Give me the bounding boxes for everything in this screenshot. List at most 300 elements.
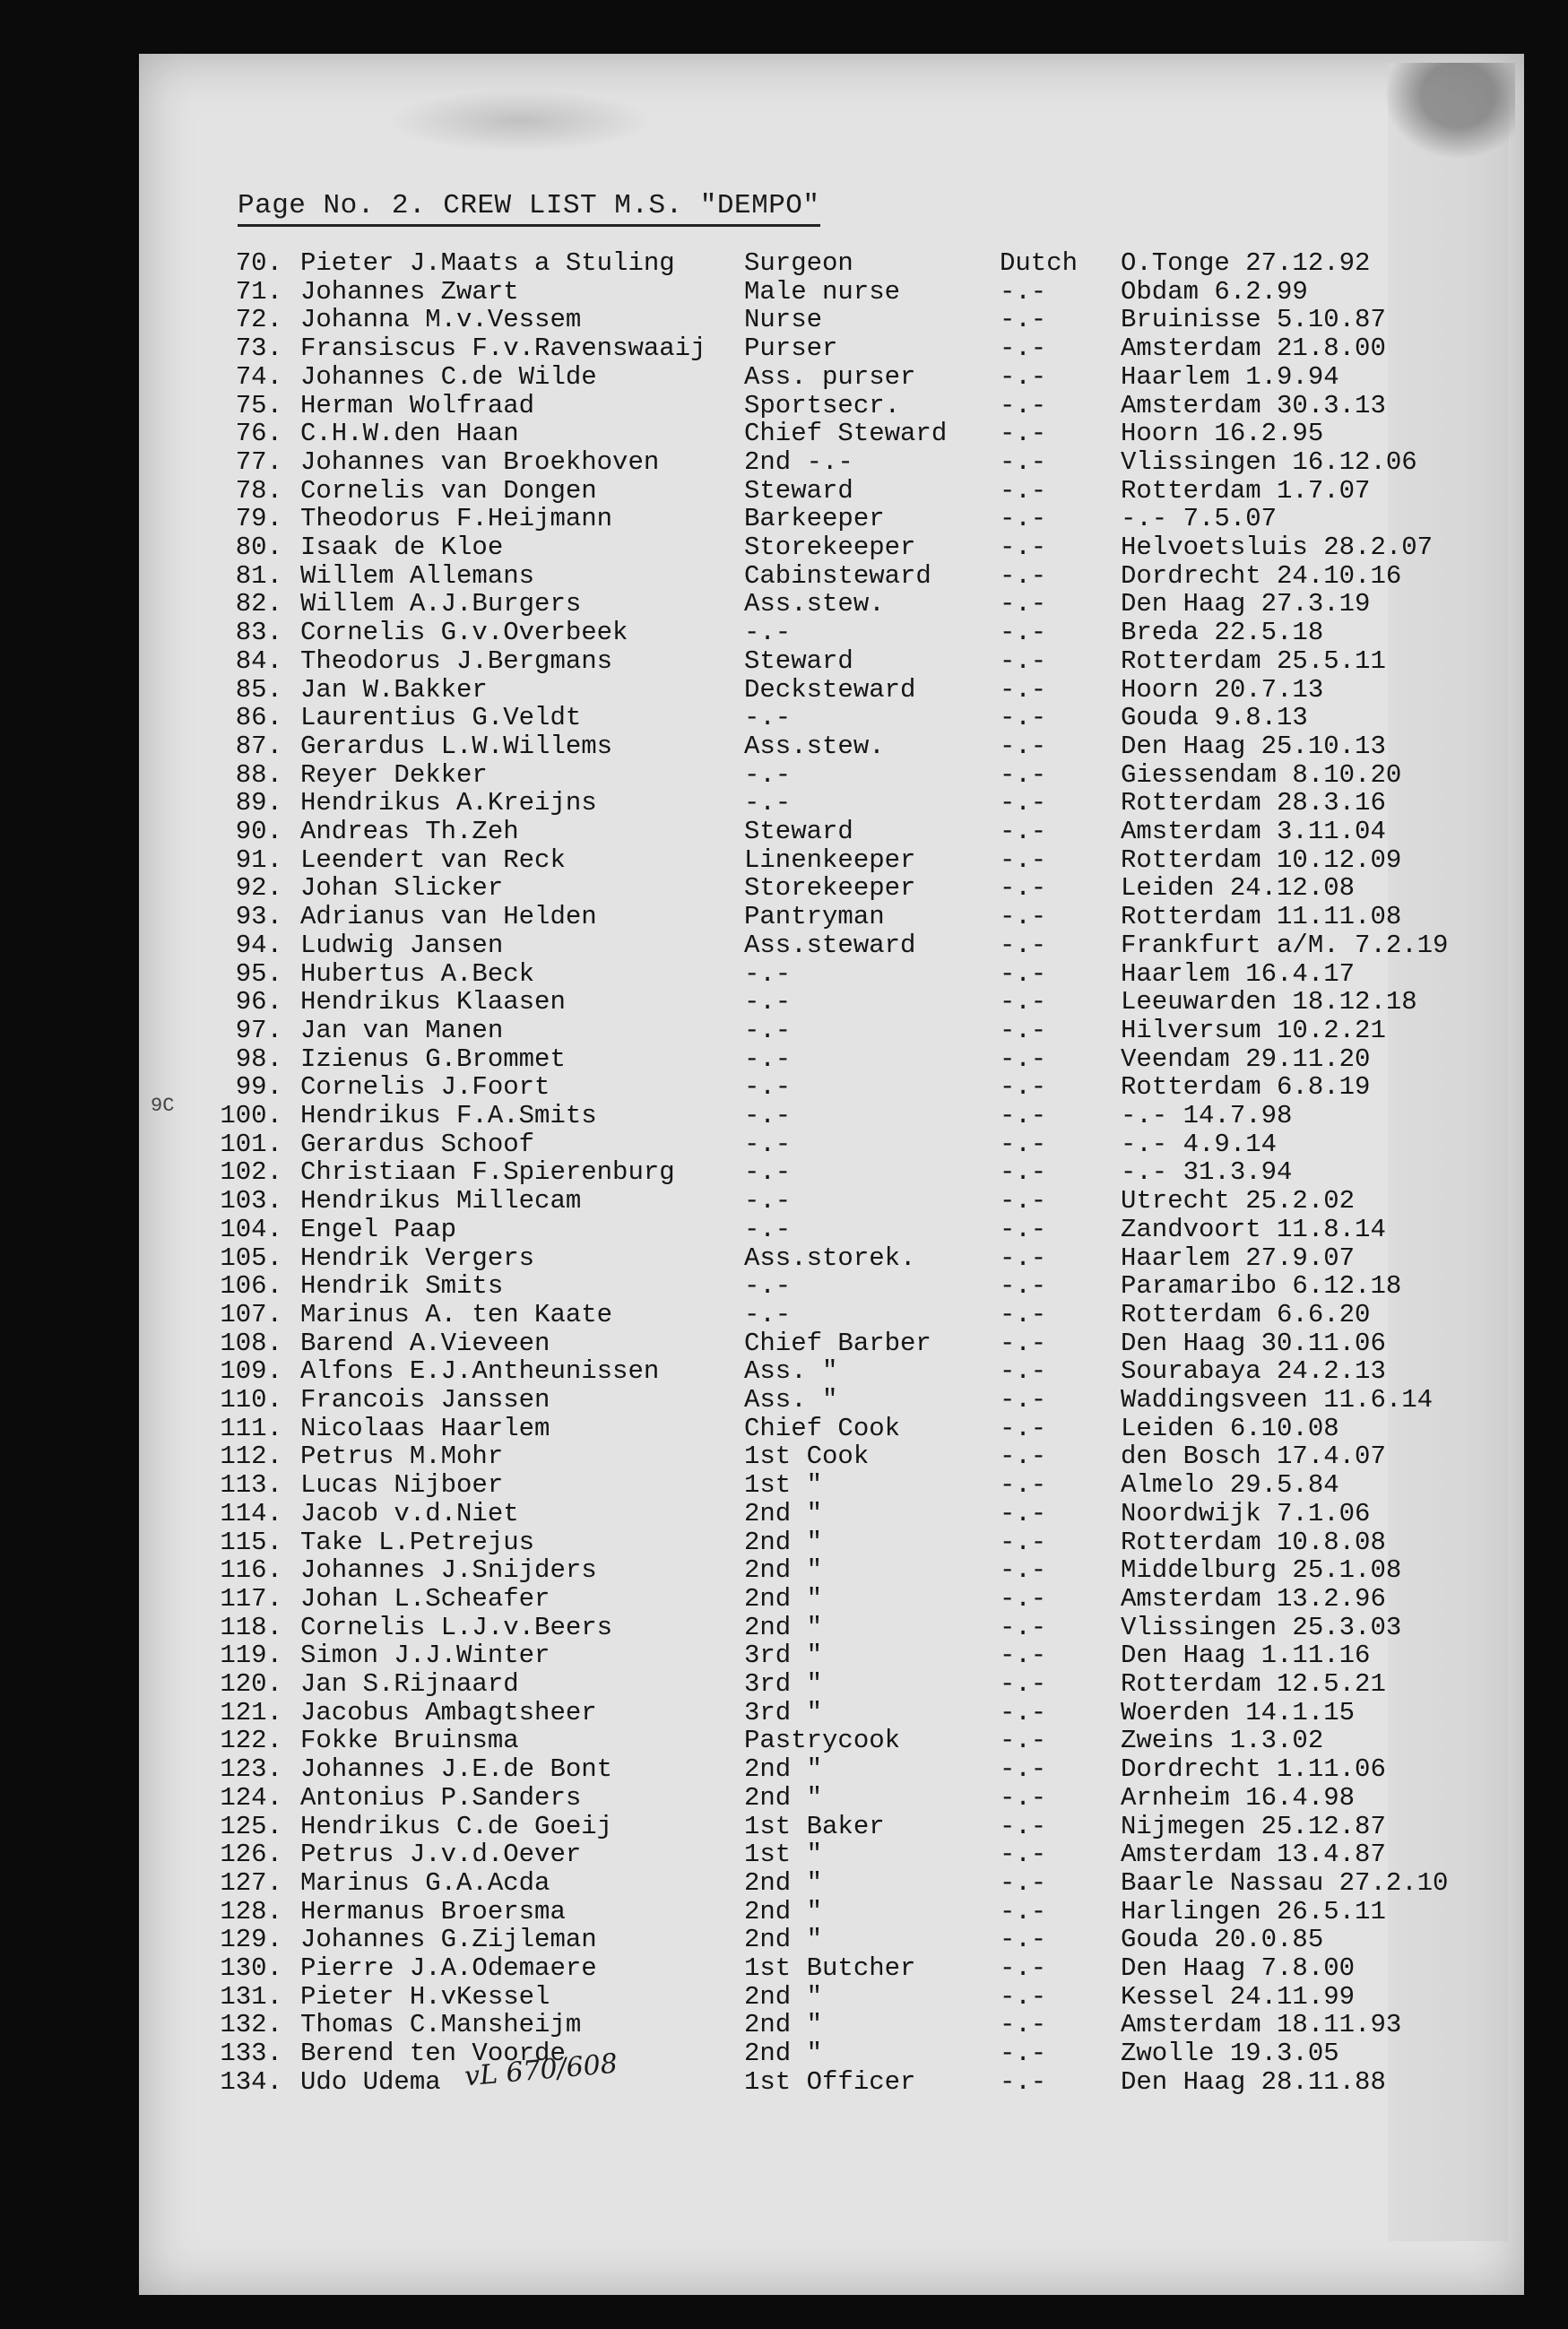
crew-name: Francois Janssen [300, 1385, 550, 1415]
crew-rank: -.- [744, 1214, 792, 1244]
crew-rank: Surgeon [744, 248, 853, 278]
crew-name: Johanna M.v.Vessem [300, 305, 582, 335]
crew-number: 105. [220, 1242, 282, 1273]
crew-rank: Pantryman [744, 902, 885, 932]
crew-birthplace-date: Haarlem 27.9.07 [1121, 1242, 1356, 1273]
crew-birthplace-date: Leeuwarden 18.12.18 [1121, 987, 1417, 1017]
crew-rank: -.- [744, 1186, 792, 1216]
crew-number: 95. [235, 958, 282, 989]
crew-nationality: -.- [1000, 817, 1047, 846]
crew-birthplace-date: den Bosch 17.4.07 [1121, 1442, 1386, 1472]
crew-nationality: -.- [1000, 1101, 1047, 1130]
table-row [0, 1926, 1568, 1953]
crew-nationality: -.- [1000, 788, 1047, 818]
crew-nationality: -.- [1000, 1612, 1047, 1642]
crew-name: Hermanus Broersma [300, 1896, 566, 1926]
crew-name: Johan Slicker [300, 873, 504, 904]
crew-name: Engel Paap [300, 1214, 457, 1244]
crew-nationality: -.- [1000, 844, 1047, 875]
crew-name: Marinus A. ten Kaate [300, 1299, 613, 1329]
table-row [0, 2068, 1568, 2096]
crew-name: Nicolaas Haarlem [300, 1413, 550, 1443]
crew-name: Christiaan F.Spierenburg [300, 1157, 675, 1188]
crew-birthplace-date: Nijmegen 25.12.87 [1121, 1811, 1386, 1841]
crew-nationality: -.- [1000, 1527, 1047, 1557]
crew-rank: Ass. purser [744, 361, 916, 392]
table-row [0, 1102, 1568, 1130]
crew-rank: -.- [744, 1157, 792, 1188]
crew-number: 132. [220, 2010, 282, 2040]
crew-rank: Ass.steward [744, 930, 916, 960]
table-row [0, 1244, 1568, 1272]
crew-nationality: -.- [1000, 589, 1047, 619]
crew-birthplace-date: Den Haag 27.3.19 [1121, 589, 1371, 619]
crew-name: Izienus G.Brommet [300, 1043, 566, 1074]
crew-number: 120. [220, 1669, 282, 1699]
crew-number: 133. [220, 2039, 282, 2069]
crew-name: Take L.Petrejus [300, 1527, 535, 1557]
table-row [0, 903, 1568, 931]
crew-nationality: -.- [1000, 958, 1047, 989]
crew-rank: 2nd " [744, 1527, 823, 1557]
crew-name: Johan L.Scheafer [300, 1583, 550, 1614]
crew-name: Pierre J.A.Odemaere [300, 1953, 597, 1983]
table-row [0, 1500, 1568, 1528]
crew-birthplace-date: Haarlem 16.4.17 [1121, 958, 1356, 989]
crew-birthplace-date: Woerden 14.1.15 [1121, 1697, 1356, 1727]
table-row [0, 1670, 1568, 1698]
crew-rank: Sportsecr. [744, 390, 901, 420]
table-row [0, 590, 1568, 618]
crew-birthplace-date: Amsterdam 13.4.87 [1121, 1840, 1386, 1870]
crew-rank: Steward [744, 817, 853, 846]
crew-number: 77. [235, 446, 282, 477]
header-underline [238, 224, 820, 227]
crew-birthplace-date: Sourabaya 24.2.13 [1121, 1356, 1386, 1387]
handwritten-annotation: vL 670/608 [463, 2048, 619, 2093]
crew-nationality: -.- [1000, 618, 1047, 648]
crew-number: 111. [220, 1413, 282, 1443]
crew-nationality: -.- [1000, 1726, 1047, 1756]
crew-birthplace-date: Leiden 24.12.08 [1121, 873, 1356, 904]
crew-name: Jan S.Rijnaard [300, 1669, 519, 1699]
crew-rank: 1st Cook [744, 1442, 870, 1472]
crew-number: 124. [220, 1782, 282, 1813]
crew-number: 116. [220, 1555, 282, 1586]
crew-rank: Decksteward [744, 674, 916, 705]
crew-name: Isaak de Kloe [300, 532, 504, 562]
crew-nationality: -.- [1000, 1242, 1047, 1273]
crew-rank: -.- [744, 788, 792, 818]
crew-name: Theodorus F.Heijmann [300, 504, 613, 534]
crew-rank: -.- [744, 958, 792, 989]
crew-birthplace-date: Den Haag 28.11.88 [1121, 2066, 1386, 2097]
crew-nationality: -.- [1000, 873, 1047, 904]
crew-number: 108. [220, 1328, 282, 1358]
crew-rank: Purser [744, 333, 838, 364]
table-row [0, 363, 1568, 391]
crew-nationality: -.- [1000, 1186, 1047, 1216]
crew-number: 75. [235, 390, 282, 420]
crew-nationality: -.- [1000, 674, 1047, 705]
crew-name: Adrianus van Helden [300, 902, 597, 932]
table-row [0, 392, 1568, 420]
crew-name: Alfons E.J.Antheunissen [300, 1356, 660, 1387]
crew-name: Johannes J.E.de Bont [300, 1754, 613, 1785]
crew-rank: Steward [744, 645, 853, 676]
crew-birthplace-date: Amsterdam 30.3.13 [1121, 390, 1386, 420]
crew-name: Johannes C.de Wilde [300, 361, 597, 392]
crew-nationality: -.- [1000, 305, 1047, 335]
table-row [0, 789, 1568, 817]
table-row [0, 1301, 1568, 1329]
table-row [0, 1187, 1568, 1215]
crew-birthplace-date: -.- 31.3.94 [1121, 1157, 1293, 1188]
crew-birthplace-date: Den Haag 1.11.16 [1121, 1641, 1371, 1671]
crew-nationality: -.- [1000, 1498, 1047, 1528]
crew-birthplace-date: Baarle Nassau 27.2.10 [1121, 1867, 1449, 1898]
crew-nationality: -.- [1000, 1981, 1047, 2012]
crew-rank: 3rd " [744, 1697, 823, 1727]
crew-name: Petrus J.v.d.Oever [300, 1840, 582, 1870]
table-row [0, 1585, 1568, 1613]
crew-nationality: -.- [1000, 1782, 1047, 1813]
crew-nationality: -.- [1000, 1043, 1047, 1074]
crew-rank: Ass. " [744, 1385, 838, 1415]
crew-number: 123. [220, 1754, 282, 1785]
crew-nationality: -.- [1000, 1442, 1047, 1472]
crew-birthplace-date: Amsterdam 3.11.04 [1121, 817, 1386, 846]
crew-birthplace-date: Amsterdam 13.2.96 [1121, 1583, 1386, 1614]
crew-number: 119. [220, 1641, 282, 1671]
table-row [0, 1641, 1568, 1669]
crew-rank: Steward [744, 475, 853, 506]
crew-nationality: -.- [1000, 1925, 1047, 1955]
crew-number: 100. [220, 1101, 282, 1130]
crew-number: 74. [235, 361, 282, 392]
table-row [0, 874, 1568, 902]
crew-number: 104. [220, 1214, 282, 1244]
crew-name: Cornelis L.J.v.Beers [300, 1612, 613, 1642]
table-row [0, 1442, 1568, 1470]
table-row [0, 1073, 1568, 1101]
crew-rank: Storekeeper [744, 532, 916, 562]
crew-birthplace-date: -.- 4.9.14 [1121, 1129, 1278, 1159]
crew-nationality: -.- [1000, 419, 1047, 449]
crew-nationality: -.- [1000, 1867, 1047, 1898]
crew-birthplace-date: Hilversum 10.2.21 [1121, 1015, 1386, 1045]
crew-rank: Ass.stew. [744, 589, 885, 619]
table-row [0, 1556, 1568, 1584]
crew-nationality: -.- [1000, 902, 1047, 932]
crew-name: Berend ten Voorde [300, 2039, 566, 2069]
table-row [0, 1813, 1568, 1840]
crew-number: 127. [220, 1867, 282, 1898]
crew-birthplace-date: Utrecht 25.2.02 [1121, 1186, 1356, 1216]
crew-number: 102. [220, 1157, 282, 1188]
table-row [0, 818, 1568, 845]
crew-nationality: -.- [1000, 1271, 1047, 1302]
crew-name: Cornelis J.Foort [300, 1072, 550, 1103]
crew-rank: -.- [744, 1299, 792, 1329]
crew-number: 128. [220, 1896, 282, 1926]
crew-rank: -.- [744, 703, 792, 733]
crew-rank: Storekeeper [744, 873, 916, 904]
crew-nationality: -.- [1000, 1015, 1047, 1045]
crew-nationality: -.- [1000, 1214, 1047, 1244]
crew-nationality: -.- [1000, 276, 1047, 307]
table-row [0, 562, 1568, 590]
crew-nationality: -.- [1000, 333, 1047, 364]
crew-birthplace-date: Den Haag 25.10.13 [1121, 731, 1386, 761]
table-row [0, 278, 1568, 306]
crew-nationality: -.- [1000, 1328, 1047, 1358]
crew-name: Jan W.Bakker [300, 674, 488, 705]
crew-nationality: -.- [1000, 1129, 1047, 1159]
crew-birthplace-date: -.- 7.5.07 [1121, 504, 1278, 534]
crew-number: 134. [220, 2066, 282, 2097]
crew-nationality: -.- [1000, 1583, 1047, 1614]
crew-number: 94. [235, 930, 282, 960]
crew-rank: 2nd " [744, 1782, 823, 1813]
crew-rank: -.- [744, 759, 792, 790]
crew-number: 91. [235, 844, 282, 875]
crew-rank: 2nd " [744, 1583, 823, 1614]
table-row [0, 1755, 1568, 1783]
crew-nationality: -.- [1000, 504, 1047, 534]
crew-birthplace-date: Breda 22.5.18 [1121, 618, 1324, 648]
crew-rank: Linenkeeper [744, 844, 916, 875]
crew-birthplace-date: Arnheim 16.4.98 [1121, 1782, 1356, 1813]
crew-name: Udo Udema [300, 2066, 441, 2097]
crew-name: Laurentius G.Veldt [300, 703, 582, 733]
crew-number: 80. [235, 532, 282, 562]
crew-number: 122. [220, 1726, 282, 1756]
crew-rank: 2nd " [744, 1555, 823, 1586]
crew-number: 106. [220, 1271, 282, 1302]
crew-name: Petrus M.Mohr [300, 1442, 504, 1472]
crew-rank: 1st " [744, 1470, 823, 1501]
crew-number: 131. [220, 1981, 282, 2012]
crew-rank: -.- [744, 1015, 792, 1045]
crew-rank: 1st Officer [744, 2066, 916, 2097]
crew-name: C.H.W.den Haan [300, 419, 519, 449]
table-row [0, 1869, 1568, 1897]
crew-birthplace-date: Den Haag 30.11.06 [1121, 1328, 1386, 1358]
table-row [0, 1017, 1568, 1044]
crew-rank: 1st " [744, 1840, 823, 1870]
crew-number: 125. [220, 1811, 282, 1841]
crew-rank: Chief Cook [744, 1413, 901, 1443]
crew-rank: 1st Butcher [744, 1953, 916, 1983]
table-row [0, 420, 1568, 447]
crew-number: 117. [220, 1583, 282, 1614]
crew-number: 86. [235, 703, 282, 733]
page-title: Page No. 2. CREW LIST M.S. "DEMPO" [238, 190, 820, 221]
crew-birthplace-date: Obdam 6.2.99 [1121, 276, 1308, 307]
crew-name: Johannes G.Zijleman [300, 1925, 597, 1955]
crew-nationality: -.- [1000, 1840, 1047, 1870]
crew-rank: 2nd " [744, 1981, 823, 2012]
crew-birthplace-date: Waddingsveen 11.6.14 [1121, 1385, 1434, 1415]
crew-rank: -.- [744, 1072, 792, 1103]
crew-birthplace-date: Noordwijk 7.1.06 [1121, 1498, 1371, 1528]
crew-nationality: -.- [1000, 560, 1047, 591]
crew-name: Barend A.Vieveen [300, 1328, 550, 1358]
table-row [0, 306, 1568, 333]
table-row [0, 1216, 1568, 1243]
crew-name: Jan van Manen [300, 1015, 504, 1045]
crew-name: Johannes J.Snijders [300, 1555, 597, 1586]
crew-rank: 2nd " [744, 2039, 823, 2069]
crew-birthplace-date: Rotterdam 1.7.07 [1121, 475, 1371, 506]
table-row [0, 704, 1568, 732]
crew-birthplace-date: Rotterdam 25.5.11 [1121, 645, 1386, 676]
crew-birthplace-date: Dordrecht 1.11.06 [1121, 1754, 1386, 1785]
crew-number: 70. [235, 248, 282, 278]
crew-name: Andreas Th.Zeh [300, 817, 519, 846]
crew-rank: 1st Baker [744, 1811, 885, 1841]
margin-note: 9C [151, 1095, 175, 1117]
crew-name: Johannes van Broekhoven [300, 446, 660, 477]
page-header [238, 190, 820, 221]
crew-rank: Ass.storek. [744, 1242, 916, 1273]
table-row [0, 846, 1568, 874]
crew-number: 96. [235, 987, 282, 1017]
crew-birthplace-date: Veendam 29.11.20 [1121, 1043, 1371, 1074]
table-row [0, 533, 1568, 561]
crew-birthplace-date: Harlingen 26.5.11 [1121, 1896, 1386, 1926]
crew-birthplace-date: Dordrecht 24.10.16 [1121, 560, 1402, 591]
table-row [0, 1727, 1568, 1754]
crew-name: Cornelis van Dongen [300, 475, 597, 506]
table-row [0, 1471, 1568, 1499]
crew-number: 92. [235, 873, 282, 904]
crew-birthplace-date: Rotterdam 12.5.21 [1121, 1669, 1386, 1699]
crew-nationality: -.- [1000, 987, 1047, 1017]
crew-rank: 2nd " [744, 1925, 823, 1955]
crew-birthplace-date: O.Tonge 27.12.92 [1121, 248, 1371, 278]
crew-name: Pieter H.vKessel [300, 1981, 550, 2012]
table-row [0, 676, 1568, 704]
crew-birthplace-date: Zwolle 19.3.05 [1121, 2039, 1339, 2069]
crew-name: Simon J.J.Winter [300, 1641, 550, 1671]
crew-number: 88. [235, 759, 282, 790]
crew-number: 78. [235, 475, 282, 506]
crew-number: 93. [235, 902, 282, 932]
crew-name: Willem A.J.Burgers [300, 589, 582, 619]
crew-nationality: -.- [1000, 1299, 1047, 1329]
crew-name: Hendrikus F.A.Smits [300, 1101, 597, 1130]
table-row [0, 1357, 1568, 1385]
crew-nationality: -.- [1000, 1754, 1047, 1785]
crew-rank: Male nurse [744, 276, 901, 307]
crew-number: 126. [220, 1840, 282, 1870]
crew-birthplace-date: Rotterdam 10.8.08 [1121, 1527, 1386, 1557]
crew-number: 121. [220, 1697, 282, 1727]
crew-nationality: -.- [1000, 2010, 1047, 2040]
crew-rank: 2nd " [744, 1498, 823, 1528]
crew-nationality: -.- [1000, 532, 1047, 562]
crew-birthplace-date: Paramaribo 6.12.18 [1121, 1271, 1402, 1302]
crew-rank: 3rd " [744, 1641, 823, 1671]
crew-rank: 2nd -.- [744, 446, 853, 477]
table-row [0, 2039, 1568, 2067]
crew-name: Cornelis G.v.Overbeek [300, 618, 628, 648]
crew-nationality: -.- [1000, 1697, 1047, 1727]
crew-rank: Cabinsteward [744, 560, 931, 591]
crew-nationality: -.- [1000, 390, 1047, 420]
crew-birthplace-date: Rotterdam 11.11.08 [1121, 902, 1402, 932]
crew-name: Hendrikus C.de Goeij [300, 1811, 613, 1841]
crew-birthplace-date: Amsterdam 18.11.93 [1121, 2010, 1402, 2040]
crew-name: Fransiscus F.v.Ravenswaaij [300, 333, 706, 364]
crew-birthplace-date: Den Haag 7.8.00 [1121, 1953, 1356, 1983]
crew-birthplace-date: Rotterdam 28.3.16 [1121, 788, 1386, 818]
table-row [0, 1415, 1568, 1442]
crew-birthplace-date: Vlissingen 16.12.06 [1121, 446, 1417, 477]
crew-number: 79. [235, 504, 282, 534]
crew-number: 82. [235, 589, 282, 619]
table-row [0, 1699, 1568, 1727]
crew-number: 98. [235, 1043, 282, 1074]
table-row [0, 647, 1568, 675]
crew-rank: 2nd " [744, 1612, 823, 1642]
crew-nationality: -.- [1000, 1072, 1047, 1103]
crew-nationality: -.- [1000, 446, 1047, 477]
table-row [0, 1614, 1568, 1641]
table-row [0, 1158, 1568, 1186]
crew-number: 76. [235, 419, 282, 449]
crew-name: Hubertus A.Beck [300, 958, 535, 989]
crew-nationality: -.- [1000, 1641, 1047, 1671]
crew-number: 89. [235, 788, 282, 818]
table-row [0, 1130, 1568, 1158]
crew-name: Leendert van Reck [300, 844, 566, 875]
table-row [0, 988, 1568, 1016]
table-row [0, 1983, 1568, 2011]
crew-number: 81. [235, 560, 282, 591]
crew-number: 71. [235, 276, 282, 307]
crew-number: 90. [235, 817, 282, 846]
crew-name: Herman Wolfraad [300, 390, 535, 420]
crew-name: Jacobus Ambagtsheer [300, 1697, 597, 1727]
crew-name: Antonius P.Sanders [300, 1782, 582, 1813]
crew-number: 107. [220, 1299, 282, 1329]
crew-rank: -.- [744, 1129, 792, 1159]
crew-birthplace-date: Almelo 29.5.84 [1121, 1470, 1339, 1501]
crew-name: Theodorus J.Bergmans [300, 645, 613, 676]
crew-number: 99. [235, 1072, 282, 1103]
crew-birthplace-date: Bruinisse 5.10.87 [1121, 305, 1386, 335]
crew-name: Willem Allemans [300, 560, 535, 591]
crew-rank: -.- [744, 1271, 792, 1302]
crew-nationality: -.- [1000, 2066, 1047, 2097]
table-row [0, 931, 1568, 959]
crew-number: 129. [220, 1925, 282, 1955]
crew-name: Ludwig Jansen [300, 930, 504, 960]
crew-birthplace-date: Vlissingen 25.3.03 [1121, 1612, 1402, 1642]
crew-nationality: -.- [1000, 475, 1047, 506]
table-row [0, 732, 1568, 760]
crew-rank: -.- [744, 1043, 792, 1074]
crew-number: 112. [220, 1442, 282, 1472]
crew-rank: Nurse [744, 305, 823, 335]
table-row [0, 960, 1568, 988]
crew-birthplace-date: Zweins 1.3.02 [1121, 1726, 1324, 1756]
table-row [0, 249, 1568, 277]
crew-name: Jacob v.d.Niet [300, 1498, 519, 1528]
